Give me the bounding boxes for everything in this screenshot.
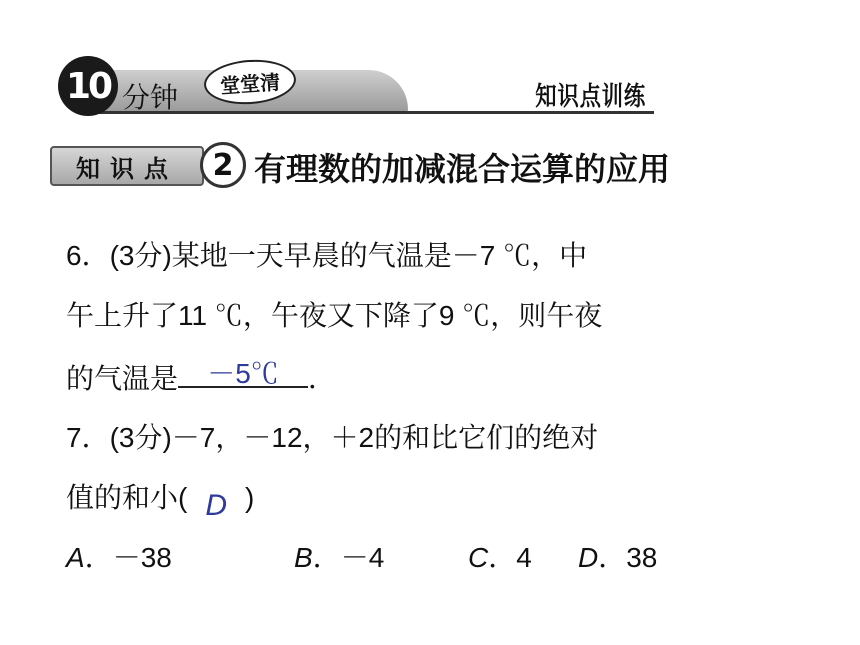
- tangtangqing-badge: 堂堂清: [203, 57, 298, 107]
- option-b: B．－4: [294, 542, 385, 573]
- knowledge-training-label: 知识点训练: [535, 82, 646, 112]
- q7-line-2-suffix: ): [245, 482, 255, 513]
- option-d: D．38: [578, 542, 658, 573]
- header-banner: [58, 56, 654, 118]
- minutes-label: 分钟: [122, 81, 179, 114]
- q6-line-1: 6．(3分)某地一天早晨的气温是－7 ℃，中: [66, 240, 588, 271]
- q7-options: [66, 536, 706, 572]
- q6-line-2: 午上升了11 ℃，午夜又下降了9 ℃，则午夜: [66, 300, 603, 331]
- q6-line-3: [66, 356, 336, 397]
- q6-answer: －5℃: [207, 358, 279, 389]
- option-c: C．4: [468, 542, 532, 573]
- q6-line-3-suffix: ．: [308, 363, 337, 394]
- q6-line-3-prefix: 的气温是: [66, 363, 179, 394]
- q7-line-2-prefix: 值的和小(: [66, 482, 188, 513]
- q6-answer-blank: [178, 356, 308, 388]
- q7-line-1: 7．(3分)－7，－12，＋2的和比它们的绝对: [66, 422, 599, 453]
- knowledge-point-number: 2: [200, 142, 246, 188]
- option-a: A．－38: [66, 542, 172, 573]
- section-heading: [50, 140, 810, 192]
- ten-minute-badge: 10: [58, 56, 118, 116]
- q7-answer: D: [205, 489, 227, 522]
- knowledge-point-label: 知识点: [50, 146, 204, 186]
- q7-line-2: [66, 476, 255, 522]
- section-title: 有理数的加减混合运算的应用: [254, 150, 671, 188]
